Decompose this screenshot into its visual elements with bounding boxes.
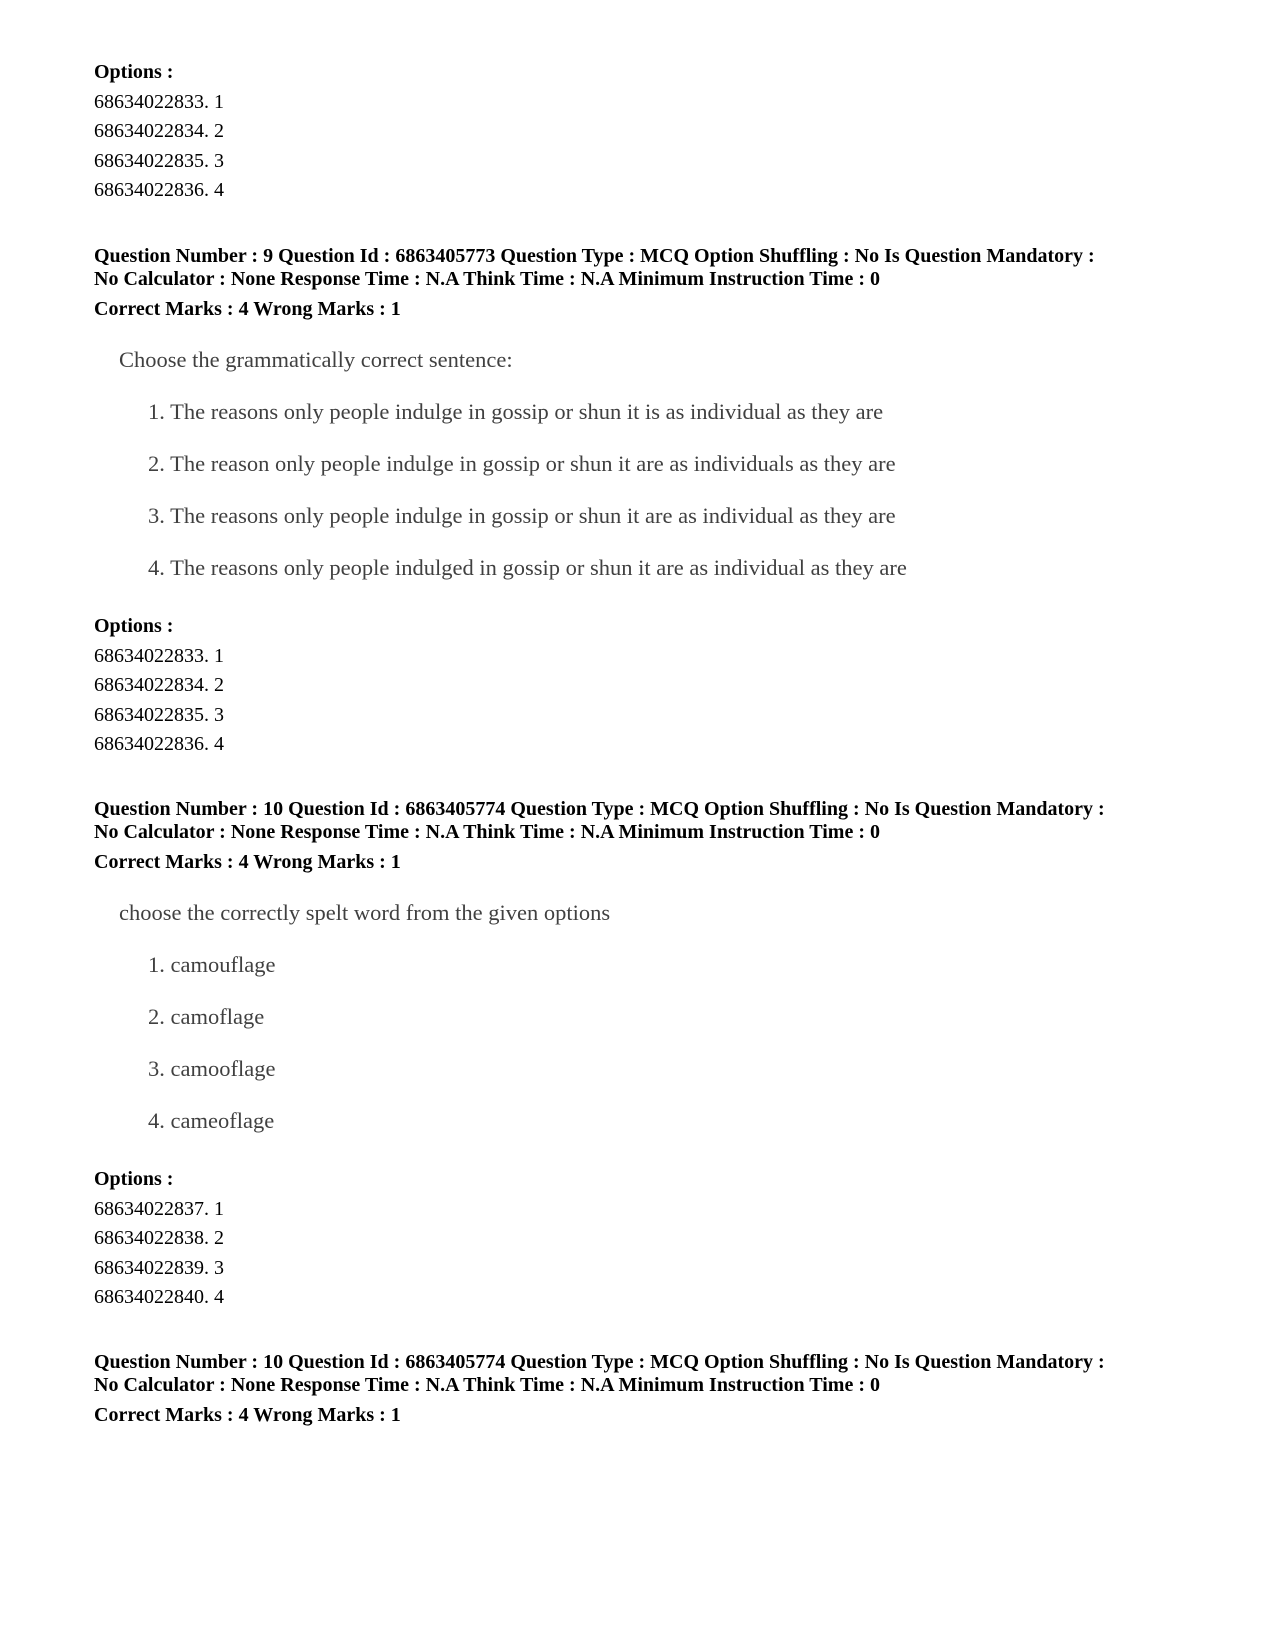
question-image [119, 899, 1214, 1135]
option-item: 68634022835. 3 [94, 703, 224, 726]
option-item: 68634022836. 4 [94, 179, 224, 201]
question-choice: 2. The reason only people indulge in gossip or shun it are as individuals as they are [148, 451, 896, 476]
option-item: 68634022835. 3 [94, 149, 224, 172]
options-title: Options : [94, 61, 174, 83]
question-prompt: choose the correctly spelt word from the given options [119, 900, 611, 925]
question-choice: 4. The reasons only people indulged in gossip or shun it are as individual as they are [148, 555, 907, 580]
option-item: 68634022838. 2 [94, 1227, 224, 1249]
question-meta [94, 1351, 1214, 1398]
option-item: 68634022839. 3 [94, 1256, 224, 1279]
question-choice: 1. camouflage [148, 952, 276, 977]
question-meta-line-2: No Calculator : None Response Time : N.A Think Time : N.A Minimum Instruction Time : 0 [94, 821, 880, 843]
option-item: 68634022833. 1 [94, 90, 224, 113]
option-item: 68634022836. 4 [94, 733, 224, 755]
option-item: 68634022833. 1 [94, 644, 224, 667]
question-block-10 [94, 798, 1214, 1313]
question-block-9 [94, 245, 1214, 760]
question-prompt: Choose the grammatically correct sentence: [119, 347, 513, 372]
options-list [94, 1165, 1214, 1313]
option-item: 68634022840. 4 [94, 1286, 224, 1308]
question-choice: 4. cameoflage [148, 1108, 275, 1133]
question-meta-line-1: Question Number : 10 Question Id : 6863405774 Question Type : MCQ Option Shuffling : No Is Question Mandatory : [94, 1350, 1105, 1373]
question-marks: Correct Marks : 4 Wrong Marks : 1 [94, 297, 401, 320]
question-marks: Correct Marks : 4 Wrong Marks : 1 [94, 1403, 401, 1426]
options-title: Options : [94, 1168, 174, 1190]
question-meta-line-2: No Calculator : None Response Time : N.A Think Time : N.A Minimum Instruction Time : 0 [94, 268, 880, 290]
question-choice: 3. camooflage [148, 1056, 276, 1081]
question-meta [94, 798, 1214, 845]
options-title: Options : [94, 615, 174, 637]
options-list [94, 612, 1214, 760]
question-meta [94, 245, 1214, 292]
options-list-top [94, 58, 1214, 206]
option-item: 68634022837. 1 [94, 1197, 224, 1220]
question-block-10-repeat [94, 1351, 1214, 1428]
question-image [119, 346, 1214, 582]
question-meta-line-2: No Calculator : None Response Time : N.A Think Time : N.A Minimum Instruction Time : 0 [94, 1374, 880, 1396]
question-choice: 2. camoflage [148, 1004, 265, 1029]
question-meta-line-1: Question Number : 10 Question Id : 6863405774 Question Type : MCQ Option Shuffling : No Is Question Mandatory : [94, 797, 1105, 820]
question-choice: 3. The reasons only people indulge in gossip or shun it are as individual as they are [148, 503, 896, 528]
option-item: 68634022834. 2 [94, 120, 224, 142]
question-choice: 1. The reasons only people indulge in gossip or shun it is as individual as they are [148, 399, 884, 424]
question-marks: Correct Marks : 4 Wrong Marks : 1 [94, 850, 401, 873]
option-item: 68634022834. 2 [94, 674, 224, 696]
question-meta-line-1: Question Number : 9 Question Id : 6863405773 Question Type : MCQ Option Shuffling : No Is Question Mandatory : [94, 244, 1095, 267]
document-page [94, 58, 1214, 1427]
